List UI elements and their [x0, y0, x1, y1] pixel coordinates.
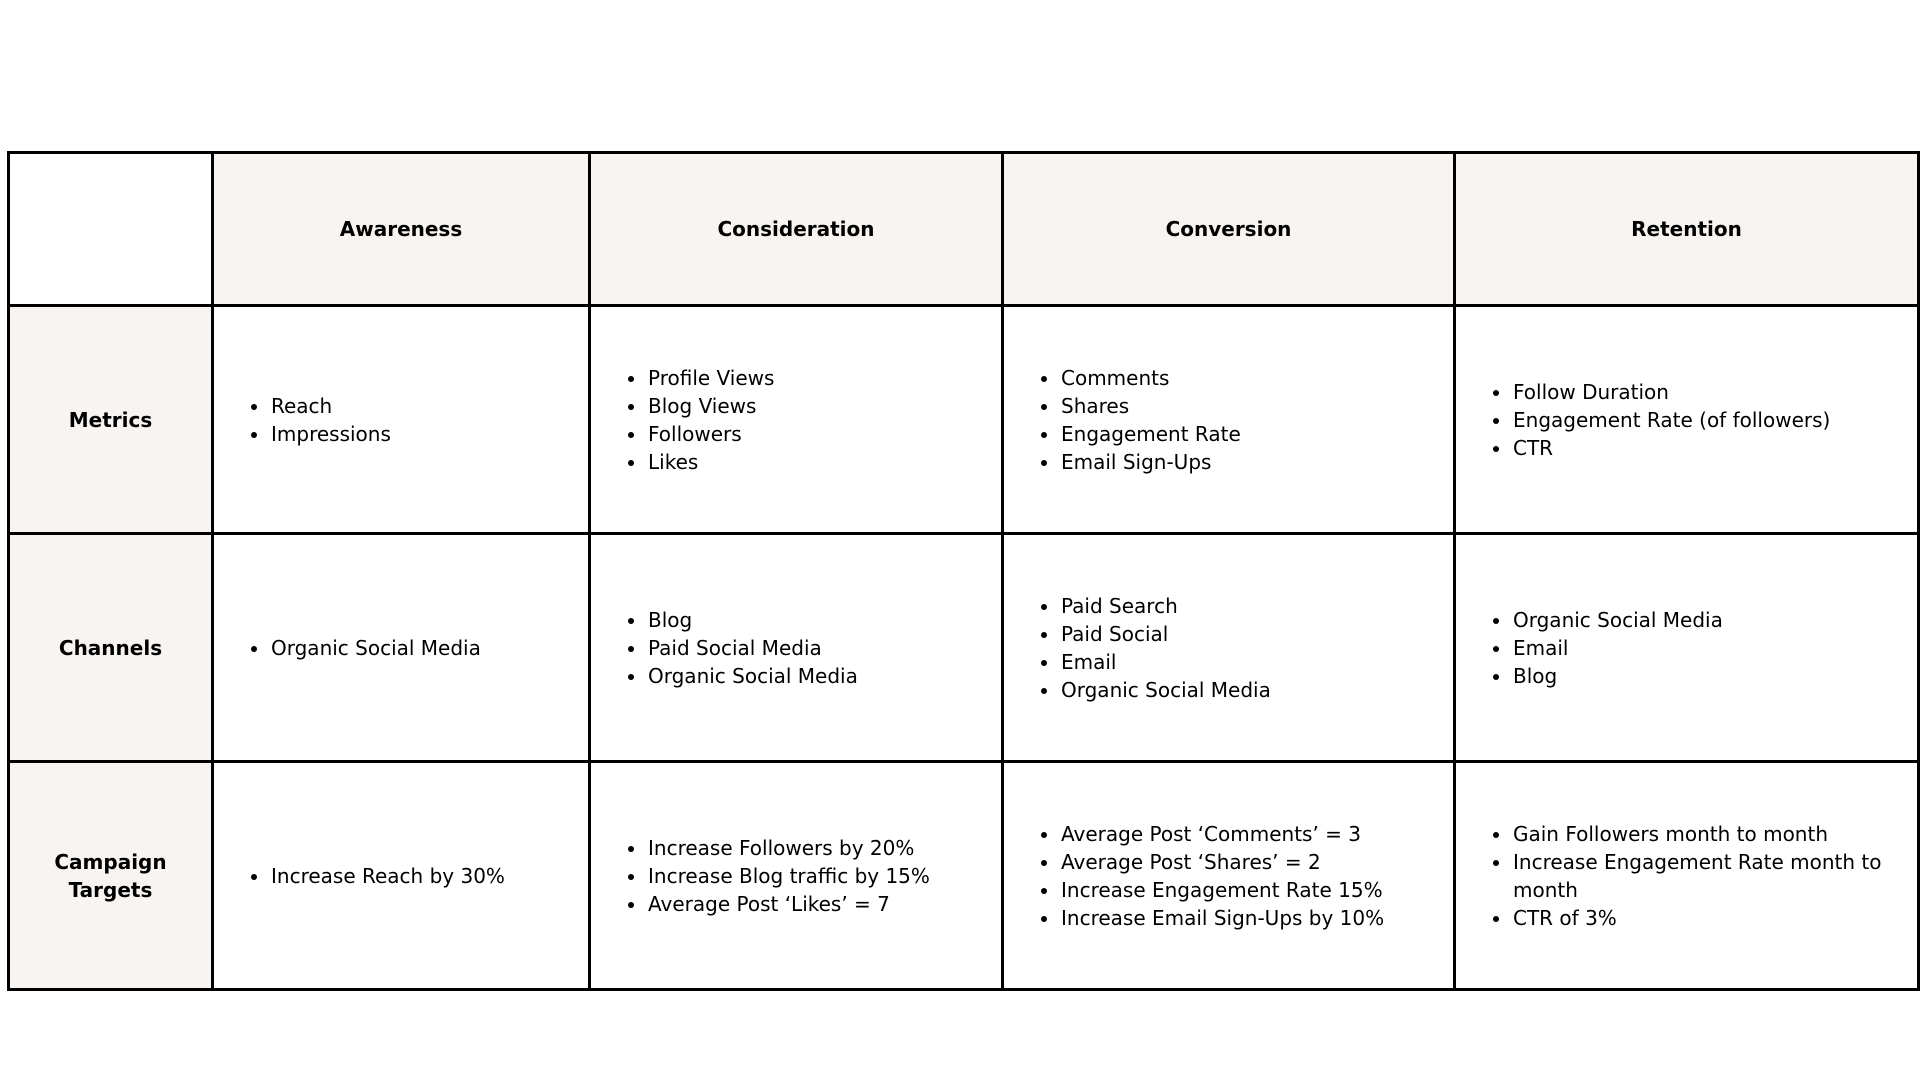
- bullet-list: [1456, 820, 1917, 932]
- bullet-list: [591, 834, 1001, 918]
- table-cell: [213, 762, 590, 990]
- list-item: Comments: [1061, 364, 1433, 392]
- bullet-list: [1004, 820, 1453, 932]
- table-row-campaign-targets: [9, 762, 1919, 990]
- list-item: Email: [1513, 634, 1897, 662]
- list-item: Email: [1061, 648, 1433, 676]
- list-item: Blog: [648, 606, 981, 634]
- row-header-channels: [9, 534, 213, 762]
- list-item: Organic Social Media: [1513, 606, 1897, 634]
- table-cell: [1003, 306, 1455, 534]
- table-cell: [213, 306, 590, 534]
- list-item: CTR of 3%: [1513, 904, 1897, 932]
- row-header-metrics: [9, 306, 213, 534]
- bullet-list: [1004, 364, 1453, 476]
- list-item: Shares: [1061, 392, 1433, 420]
- list-item: Organic Social Media: [1061, 676, 1433, 704]
- row-header-line: Channels: [58, 635, 163, 660]
- bullet-list: [591, 364, 1001, 476]
- bullet-list: [214, 392, 588, 448]
- list-item: Increase Followers by 20%: [648, 834, 981, 862]
- list-item: Increase Blog traffic by 15%: [648, 862, 981, 890]
- list-item: Paid Social: [1061, 620, 1433, 648]
- list-item: Average Post ‘Comments’ = 3: [1061, 820, 1433, 848]
- funnel-table-container: [7, 151, 1917, 991]
- table-header-row: [9, 153, 1919, 306]
- table-body: [9, 306, 1919, 990]
- row-header-line: Targets: [68, 877, 153, 902]
- bullet-list: [591, 606, 1001, 690]
- table-cell: [1455, 306, 1919, 534]
- list-item: Organic Social Media: [271, 634, 568, 662]
- column-header-retention: Retention: [1455, 153, 1919, 306]
- table-cell: [590, 534, 1003, 762]
- row-header-line: Campaign: [54, 849, 167, 874]
- table-cell: [213, 534, 590, 762]
- list-item: Increase Email Sign-Ups by 10%: [1061, 904, 1433, 932]
- list-item: Engagement Rate (of followers): [1513, 406, 1897, 434]
- list-item: Profile Views: [648, 364, 981, 392]
- table-cell: [590, 306, 1003, 534]
- bullet-list: [1004, 592, 1453, 704]
- list-item: Paid Social Media: [648, 634, 981, 662]
- list-item: Likes: [648, 448, 981, 476]
- column-header-conversion: Conversion: [1003, 153, 1455, 306]
- row-header-campaign-targets: [9, 762, 213, 990]
- row-header-line: Metrics: [68, 407, 153, 432]
- column-header-awareness: Awareness: [213, 153, 590, 306]
- bullet-list: [1456, 378, 1917, 462]
- list-item: Follow Duration: [1513, 378, 1897, 406]
- list-item: Impressions: [271, 420, 568, 448]
- list-item: Paid Search: [1061, 592, 1433, 620]
- list-item: Increase Reach by 30%: [271, 862, 568, 890]
- table-cell: [1003, 762, 1455, 990]
- list-item: Average Post ‘Shares’ = 2: [1061, 848, 1433, 876]
- table-cell: [590, 762, 1003, 990]
- list-item: Average Post ‘Likes’ = 7: [648, 890, 981, 918]
- bullet-list: [1456, 606, 1917, 690]
- list-item: Increase Engagement Rate 15%: [1061, 876, 1433, 904]
- list-item: Organic Social Media: [648, 662, 981, 690]
- list-item: Blog: [1513, 662, 1897, 690]
- table-cell: [1455, 534, 1919, 762]
- table-row-channels: [9, 534, 1919, 762]
- list-item: Increase Engagement Rate month to month: [1513, 848, 1897, 904]
- list-item: CTR: [1513, 434, 1897, 462]
- table-cell: [1455, 762, 1919, 990]
- corner-cell: [9, 153, 213, 306]
- table-row-metrics: [9, 306, 1919, 534]
- marketing-funnel-table: [7, 151, 1920, 991]
- list-item: Followers: [648, 420, 981, 448]
- list-item: Gain Followers month to month: [1513, 820, 1897, 848]
- bullet-list: [214, 634, 588, 662]
- list-item: Engagement Rate: [1061, 420, 1433, 448]
- list-item: Reach: [271, 392, 568, 420]
- column-header-consideration: Consideration: [590, 153, 1003, 306]
- table-cell: [1003, 534, 1455, 762]
- bullet-list: [214, 862, 588, 890]
- list-item: Email Sign-Ups: [1061, 448, 1433, 476]
- list-item: Blog Views: [648, 392, 981, 420]
